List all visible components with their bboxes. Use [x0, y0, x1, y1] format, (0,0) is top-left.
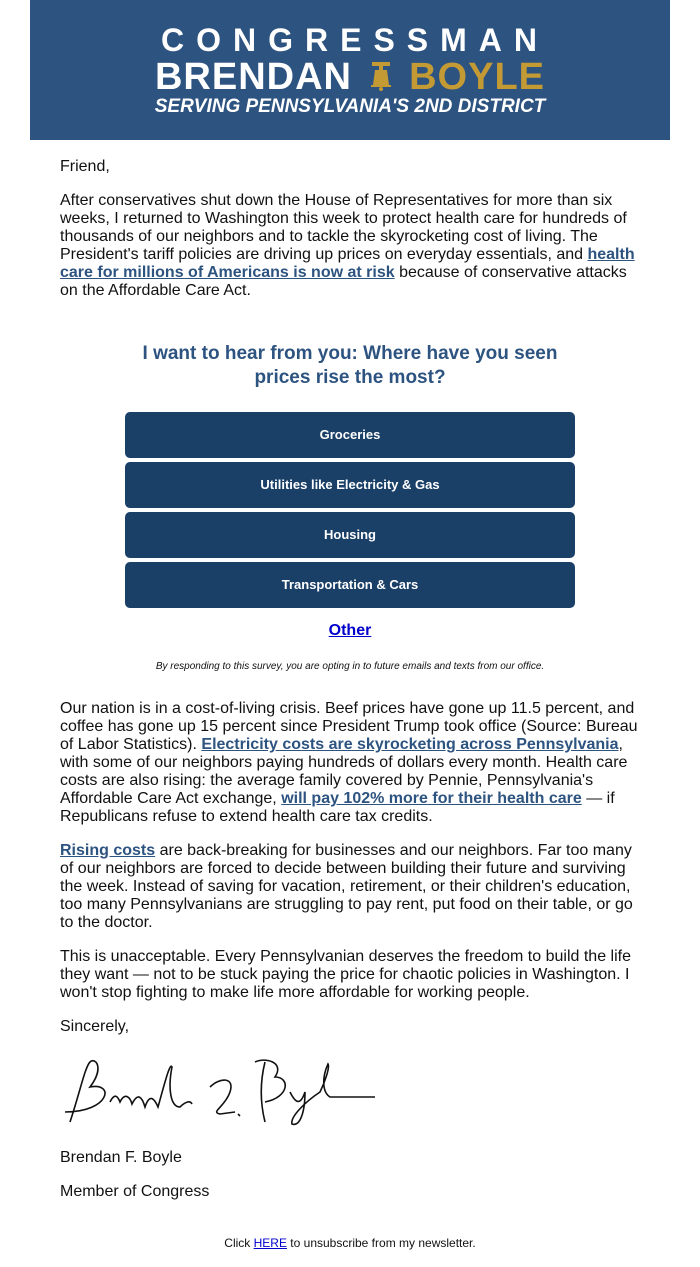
- text: to unsubscribe from my newsletter.: [286, 1236, 476, 1250]
- text: After conservatives shut down the House of Representatives for more than six weeks, I returned to Washington this week to protect health care for hundreds of thousands of our neighbors and to tackle the skyrocketing cost of living. The President's tariff policies are driving up prices on everyday essentials, and: [60, 192, 627, 263]
- header-congressman: CONGRESSMAN: [160, 22, 549, 58]
- signature-title: Member of Congress: [60, 1183, 210, 1200]
- header-name: [30, 56, 670, 99]
- text: , with some of our neighbors paying hundreds of dollars every month. Health care costs are also rising: the average family covered by Pennie, Pennsylvania's Affordable Care Act exchange,: [60, 736, 628, 807]
- survey-option-other-link[interactable]: Other: [328, 622, 372, 639]
- header-tagline: SERVING PENNSYLVANIA'S 2ND DISTRICT: [154, 96, 546, 117]
- text: Click: [224, 1236, 254, 1250]
- cost-of-living-paragraph: [60, 700, 640, 826]
- rising-costs-link[interactable]: Rising costs: [60, 842, 156, 859]
- liberty-bell-icon: [370, 61, 392, 91]
- text: because of conservative attacks on the Affordable Care Act.: [60, 264, 627, 299]
- survey-options: [125, 412, 575, 608]
- text: Our nation is in a cost-of-living crisis. Beef prices have gone up 11.5 percent, and coffee has gone up 15 percent since President Trump took office (Source: Bureau of Labor Statistics).: [60, 700, 638, 753]
- survey-option-housing[interactable]: Housing: [125, 512, 575, 558]
- intro-paragraph: [60, 192, 640, 300]
- email-body: [60, 158, 640, 1217]
- survey-option-utilities[interactable]: Utilities like Electricity & Gas: [125, 462, 575, 508]
- text: are back-breaking for businesses and our neighbors. Far too many of our neighbors are forced to decide between building their future and surviving the week. Instead of saving for vacation, retirement, or their children's education, too many Pennsylvanians are struggling to pay rent, put food on their table, or go to the doctor.: [60, 842, 633, 931]
- rising-costs-paragraph: [60, 842, 640, 932]
- health-care-cost-link[interactable]: will pay 102% more for their health care: [281, 790, 582, 807]
- survey-disclaimer: By responding to this survey, you are opting in to future emails and texts from our office.: [155, 661, 545, 672]
- sign-off: Sincerely,: [60, 1018, 130, 1035]
- survey-title: I want to hear from you: Where have you seen prices rise the most?: [142, 343, 558, 388]
- signature-name: Brendan F. Boyle: [60, 1149, 182, 1166]
- signature-image: [60, 1052, 390, 1132]
- survey-option-groceries[interactable]: Groceries: [125, 412, 575, 458]
- header-banner: [30, 0, 670, 140]
- header-last-name: BOYLE: [409, 56, 546, 98]
- header-first-name: BRENDAN: [154, 56, 352, 98]
- footer: [0, 1236, 700, 1250]
- text: — if Republicans refuse to extend health care tax credits.: [60, 790, 615, 825]
- survey-other: [60, 622, 640, 640]
- survey-option-transportation[interactable]: Transportation & Cars: [125, 562, 575, 608]
- electricity-costs-link[interactable]: Electricity costs are skyrocketing across Pennsylvania: [201, 736, 619, 753]
- health-care-risk-link[interactable]: health care for millions of Americans is now at risk: [60, 246, 635, 281]
- unsubscribe-link[interactable]: HERE: [253, 1236, 287, 1250]
- closing-paragraph: This is unacceptable. Every Pennsylvanian deserves the freedom to build the life they want — not to be stuck paying the price for chaotic policies in Washington. I won't stop fighting to make life more affordable for working people.: [60, 948, 631, 1001]
- greeting: Friend,: [60, 158, 110, 175]
